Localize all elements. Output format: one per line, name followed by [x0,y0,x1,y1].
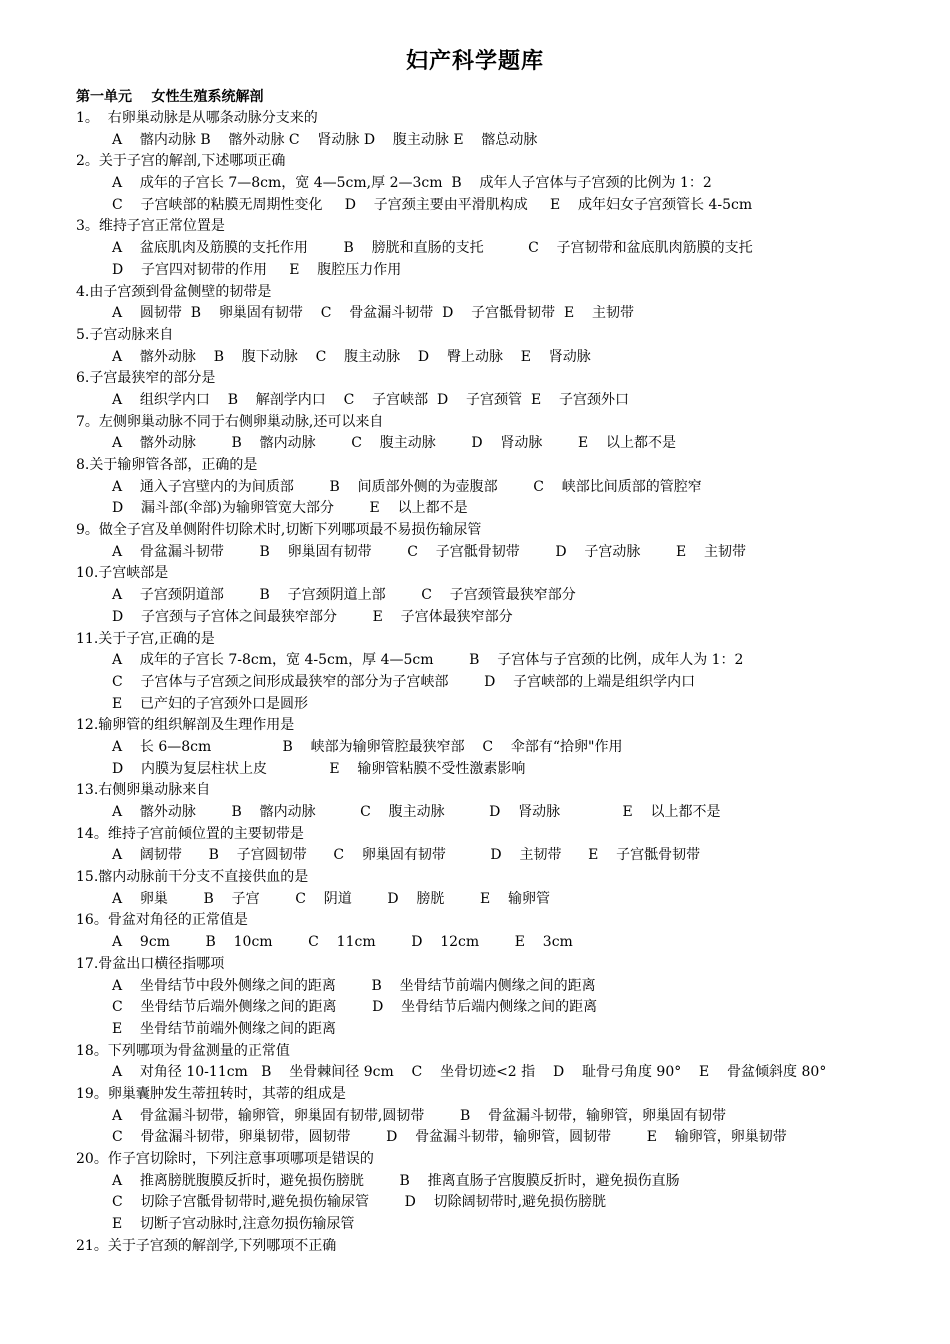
question-stem: 1。 右卵巢动脉是从哪条动脉分支来的 [76,110,318,126]
answer-options: A 通入子宫壁内的为间质部 B 间质部外侧的为壶腹部 C 峡部比间质部的管腔窄 [112,478,702,495]
question-stem: 5.子宫动脉来自 [76,326,174,343]
question-stem: 12.输卵管的组织解剖及生理作用是 [76,717,295,734]
answer-options: A 成年的子宫长 7—8cm，宽 4—5cm,厚 2—3cm B 成年人子宫体与子宫颈的比例为 1：2 [112,175,712,192]
answer-options: A 髂内动脉 B 髂外动脉 C 肾动脉 D 腹主动脉 E 髂总动脉 [112,131,538,148]
answer-options: A 髂外动脉 B 髂内动脉 C 腹主动脉 D 肾动脉 E 以上都不是 [112,435,676,452]
answer-options: A 髂外动脉 B 腹下动脉 C 腹主动脉 D 臀上动脉 E 肾动脉 [112,348,591,365]
question-stem: 19。卵巢囊肿发生蒂扭转时，其蒂的组成是 [76,1085,346,1102]
answer-options: E 切断子宫动脉时,注意勿损伤输尿管 [112,1216,355,1233]
question-stem: 8.关于输卵管各部，正确的是 [76,457,258,473]
question-stem: 17.骨盆出口横径指哪项 [76,955,225,972]
question-stem: 15.髂内动脉前干分支不直接供血的是 [76,869,309,886]
answer-options: D 子宫四对韧带的作用 E 腹腔压力作用 [112,261,402,278]
question-stem: 21。关于子宫颈的解剖学,下列哪项不正确 [76,1237,337,1254]
answer-options: D 漏斗部(伞部)为输卵管宽大部分 E 以上都不是 [112,500,468,517]
answer-options: A 成年的子宫长 7-8cm，宽 4-5cm，厚 4—5cm B 子宫体与子宫颈的比例，成年人为 1：2 [112,652,744,669]
question-stem: 13.右侧卵巢动脉来自 [76,782,211,799]
answer-options: C 骨盆漏斗韧带，卵巢韧带，圆韧带 D 骨盆漏斗韧带，输卵管，圆韧带 E 输卵管，卵巢韧带 [112,1129,787,1146]
answer-options: A 骨盆漏斗韧带，输卵管，卵巢固有韧带,圆韧带 B 骨盆漏斗韧带，输卵管，卵巢固有韧带 [112,1107,727,1124]
answer-options: A 长 6—8cm B 峡部为输卵管腔最狭窄部 C 伞部有“拾卵"作用 [112,738,623,755]
answer-options: A 推离膀胱腹膜反折时，避免损伤膀胱 B 推离直肠子宫腹膜反折时，避免损伤直肠 [112,1172,680,1189]
question-stem: 18。下列哪项为骨盆测量的正常值 [76,1042,290,1059]
question-stem: 11.关于子宫,正确的是 [76,630,215,647]
question-stem: 20。作子宫切除时，下列注意事项哪项是错误的 [76,1151,374,1167]
answer-options: A 子宫颈阴道部 B 子宫颈阴道上部 C 子宫颈管最狭窄部分 [112,587,576,604]
answer-options: A 卵巢 B 子宫 C 阴道 D 膀胱 E 输卵管 [112,890,550,907]
question-stem: 9。做全子宫及单侧附件切除术时,切断下列哪项最不易损伤输尿管 [76,522,482,539]
answer-options: C 切除子宫骶骨韧带时,避免损伤输尿管 D 切除阔韧带时,避免损伤膀胱 [112,1194,607,1211]
question-stem: 6.子宫最狭窄的部分是 [76,370,216,387]
answer-options: E 坐骨结节前端外侧缘之间的距离 [112,1020,337,1037]
answer-options: C 坐骨结节后端外侧缘之间的距离 D 坐骨结节后端内侧缘之间的距离 [112,999,598,1016]
answer-options: A 骨盆漏斗韧带 B 卵巢固有韧带 C 子宫骶骨韧带 D 子宫动脉 E 主韧带 [112,543,746,560]
question-stem: 10.子宫峡部是 [76,565,169,582]
document-content [76,86,896,1257]
answer-options: A 髂外动脉 B 髂内动脉 C 腹主动脉 D 肾动脉 E 以上都不是 [112,804,721,820]
answer-options: A 9cm B 10cm C 11cm D 12cm E 3cm [112,934,573,951]
answer-options: E 已产妇的子宫颈外口是圆形 [112,695,309,712]
question-stem: 16。骨盆对角径的正常值是 [76,912,248,929]
answer-options: A 坐骨结节中段外侧缘之间的距离 B 坐骨结节前端内侧缘之间的距离 [112,977,596,994]
answer-options: A 盆底肌肉及筋膜的支托作用 B 膀胱和直肠的支托 C 子宫韧带和盆底肌肉筋膜的支托 [112,240,753,257]
answer-options: A 圆韧带 B 卵巢固有韧带 C 骨盆漏斗韧带 D 子宫骶骨韧带 E 主韧带 [112,305,635,322]
question-list [76,108,896,1257]
answer-options: A 对角径 10-11cm B 坐骨棘间径 9cm C 坐骨切迹<2 指 D 耻骨弓角度 90° E 骨盆倾斜度 80° [112,1064,827,1081]
question-stem: 2。关于子宫的解剖,下述哪项正确 [76,153,286,170]
answer-options: C 子宫峡部的粘膜无周期性变化 D 子宫颈主要由平滑肌构成 E 成年妇女子宫颈管长 4-5cm [112,196,753,213]
answer-options: C 子宫体与子宫颈之间形成最狭窄的部分为子宫峡部 D 子宫峡部的上端是组织学内口 [112,673,696,690]
question-stem: 14。维持子宫前倾位置的主要韧带是 [76,825,304,842]
question-stem: 7。左侧卵巢动脉不同于右侧卵巢动脉,还可以来自 [76,413,384,430]
document-title: 妇产科学题库 [405,49,544,74]
answer-options: A 组织学内口 B 解剖学内口 C 子宫峡部 D 子宫颈管 E 子宫颈外口 [112,391,629,408]
question-stem: 3。维持子宫正常位置是 [76,218,225,235]
answer-options: D 子宫颈与子宫体之间最狭窄部分 E 子宫体最狭窄部分 [112,608,513,625]
answer-options: A 阔韧带 B 子宫圆韧带 C 卵巢固有韧带 D 主韧带 E 子宫骶骨韧带 [112,847,701,864]
answer-options: D 内膜为复层柱状上皮 E 输卵管粘膜不受性激素影响 [112,760,526,777]
unit-heading: 第一单元 女性生殖系统解剖 [76,89,264,105]
question-stem: 4.由子宫颈到骨盆侧壁的韧带是 [76,283,272,300]
